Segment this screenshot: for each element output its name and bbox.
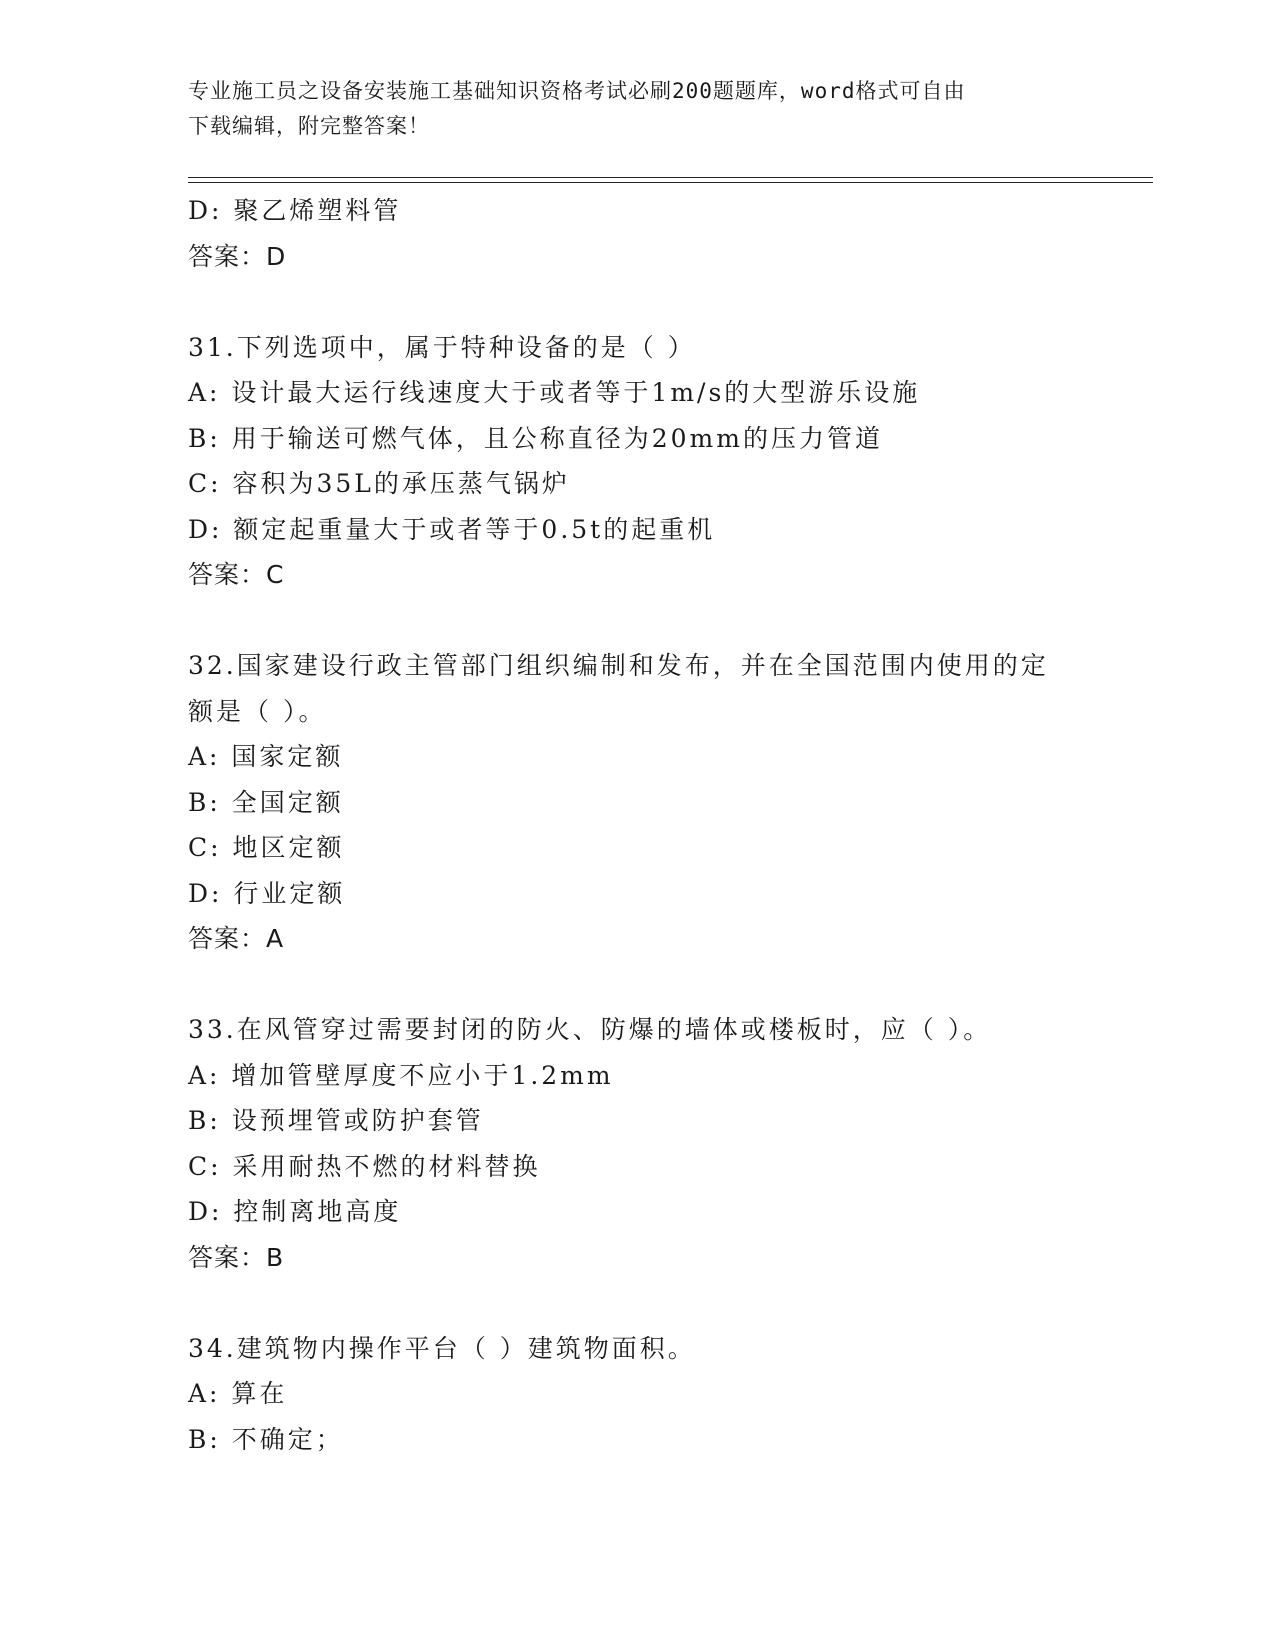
- question-31: [188, 325, 1088, 598]
- answer-line: 答案：B: [188, 1242, 285, 1272]
- question-33: [188, 1007, 1088, 1280]
- question-text: 34.建筑物内操作平台（ ）建筑物面积。: [188, 1333, 696, 1363]
- option-a: A: 设计最大运行线速度大于或者等于1m/s的大型游乐设施: [188, 378, 921, 407]
- option-d: D: 控制离地高度: [188, 1197, 402, 1226]
- option-d: D: 行业定额: [188, 878, 346, 908]
- option-d: D: 额定起重量大于或者等于0.5t的起重机: [188, 514, 716, 544]
- header-line-1: 专业施工员之设备安装施工基础知识资格考试必刷200题题库，word格式可自由: [188, 79, 966, 103]
- option-b: B: 不确定；: [188, 1424, 344, 1454]
- option-b: B: 全国定额: [188, 787, 344, 817]
- answer-line: 答案：D: [188, 241, 287, 271]
- header-line-2: 下载编辑，附完整答案！: [188, 114, 430, 138]
- answer-line: 答案：C: [188, 560, 285, 589]
- question-34: [188, 1326, 1088, 1463]
- option-a: A: 国家定额: [188, 742, 344, 771]
- option-d: D: 聚乙烯塑料管: [188, 196, 402, 225]
- question-text: 31.下列选项中，属于特种设备的是（ ）: [188, 332, 696, 362]
- header-divider-bottom: [188, 182, 1153, 183]
- option-b: B: 用于输送可燃气体，且公称直径为20mm的压力管道: [188, 423, 883, 453]
- question-text-continued: 额是（ ）。: [188, 696, 327, 726]
- option-b: B: 设预埋管或防护套管: [188, 1106, 484, 1135]
- option-c: C: 地区定额: [188, 833, 345, 862]
- header-divider-top: [188, 177, 1153, 178]
- question-text: 32.国家建设行政主管部门组织编制和发布，并在全国范围内使用的定: [188, 651, 1049, 680]
- question-30-tail: [188, 188, 1088, 279]
- document-header: [188, 74, 1088, 144]
- option-c: C: 容积为35L的承压蒸气锅炉: [188, 469, 570, 498]
- spacer: [188, 598, 1088, 644]
- question-text: 33.在风管穿过需要封闭的防火、防爆的墙体或楼板时，应（ ）。: [188, 1015, 992, 1044]
- option-c: C: 采用耐热不燃的材料替换: [188, 1151, 541, 1181]
- option-a: A: 算在: [188, 1379, 288, 1408]
- spacer: [188, 962, 1088, 1008]
- spacer: [188, 279, 1088, 325]
- question-list: [188, 188, 1088, 1462]
- question-32: [188, 643, 1088, 962]
- answer-line: 答案：A: [188, 924, 285, 953]
- option-a: A: 增加管壁厚度不应小于1.2mm: [188, 1060, 614, 1090]
- spacer: [188, 1280, 1088, 1326]
